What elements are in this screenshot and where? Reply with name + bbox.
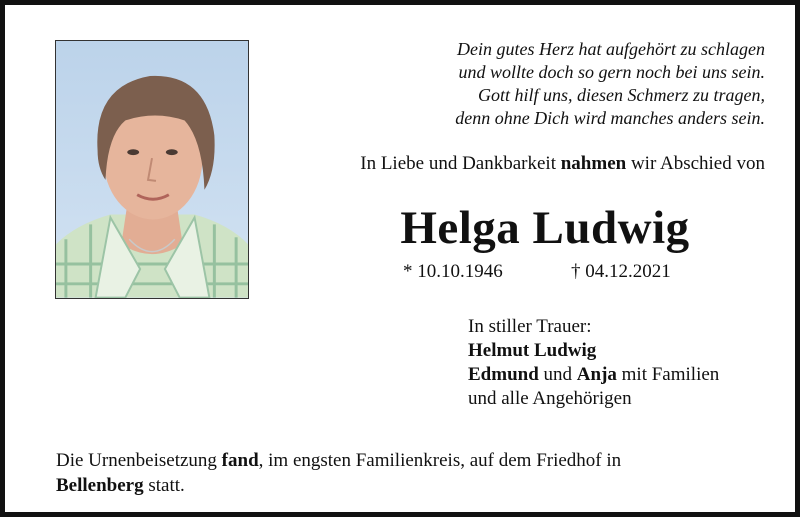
- birth-date: * 10.10.1946: [403, 261, 503, 282]
- mourner-relatives: und alle Angehörigen: [468, 388, 632, 409]
- intro-text: In Liebe und Dankbarkeit: [360, 153, 561, 174]
- intro-bold: nahmen: [560, 153, 627, 174]
- intro-text-end: wir Abschied von: [626, 153, 765, 174]
- mourner-name: Edmund: [468, 364, 539, 385]
- mourners-block: [468, 315, 719, 411]
- mourner-families: mit Familien: [616, 364, 720, 385]
- funeral-text: , im engsten Familienkreis, auf dem Friedhof in: [258, 450, 622, 471]
- poem-line: Gott hilf uns, diesen Schmerz zu tragen,: [478, 85, 765, 105]
- death-date: † 04.12.2021: [571, 261, 671, 282]
- poem-line: und wollte doch so gern noch bei uns sein.: [458, 62, 765, 82]
- mourner-line: [468, 363, 719, 387]
- mourners-heading: In stiller Trauer:: [468, 316, 592, 337]
- portrait-photo: [55, 40, 249, 299]
- farewell-intro: [255, 153, 765, 175]
- funeral-bold: fand: [221, 450, 259, 471]
- funeral-note: [56, 448, 756, 498]
- mourner-name: Helmut Ludwig: [468, 340, 597, 361]
- poem: [385, 38, 765, 130]
- portrait-illustration: [56, 41, 248, 298]
- funeral-place: Bellenberg: [56, 475, 144, 496]
- funeral-text: Die Urnenbeisetzung: [56, 450, 222, 471]
- mourner-name: Anja: [576, 364, 617, 385]
- poem-line: Dein gutes Herz hat aufgehört zu schlagen: [457, 39, 765, 59]
- deceased-name: Helga Ludwig: [400, 202, 690, 254]
- poem-line: denn ohne Dich wird manches anders sein.: [455, 108, 765, 128]
- funeral-text-end: statt.: [143, 475, 185, 496]
- mourner-connector: und: [538, 364, 577, 385]
